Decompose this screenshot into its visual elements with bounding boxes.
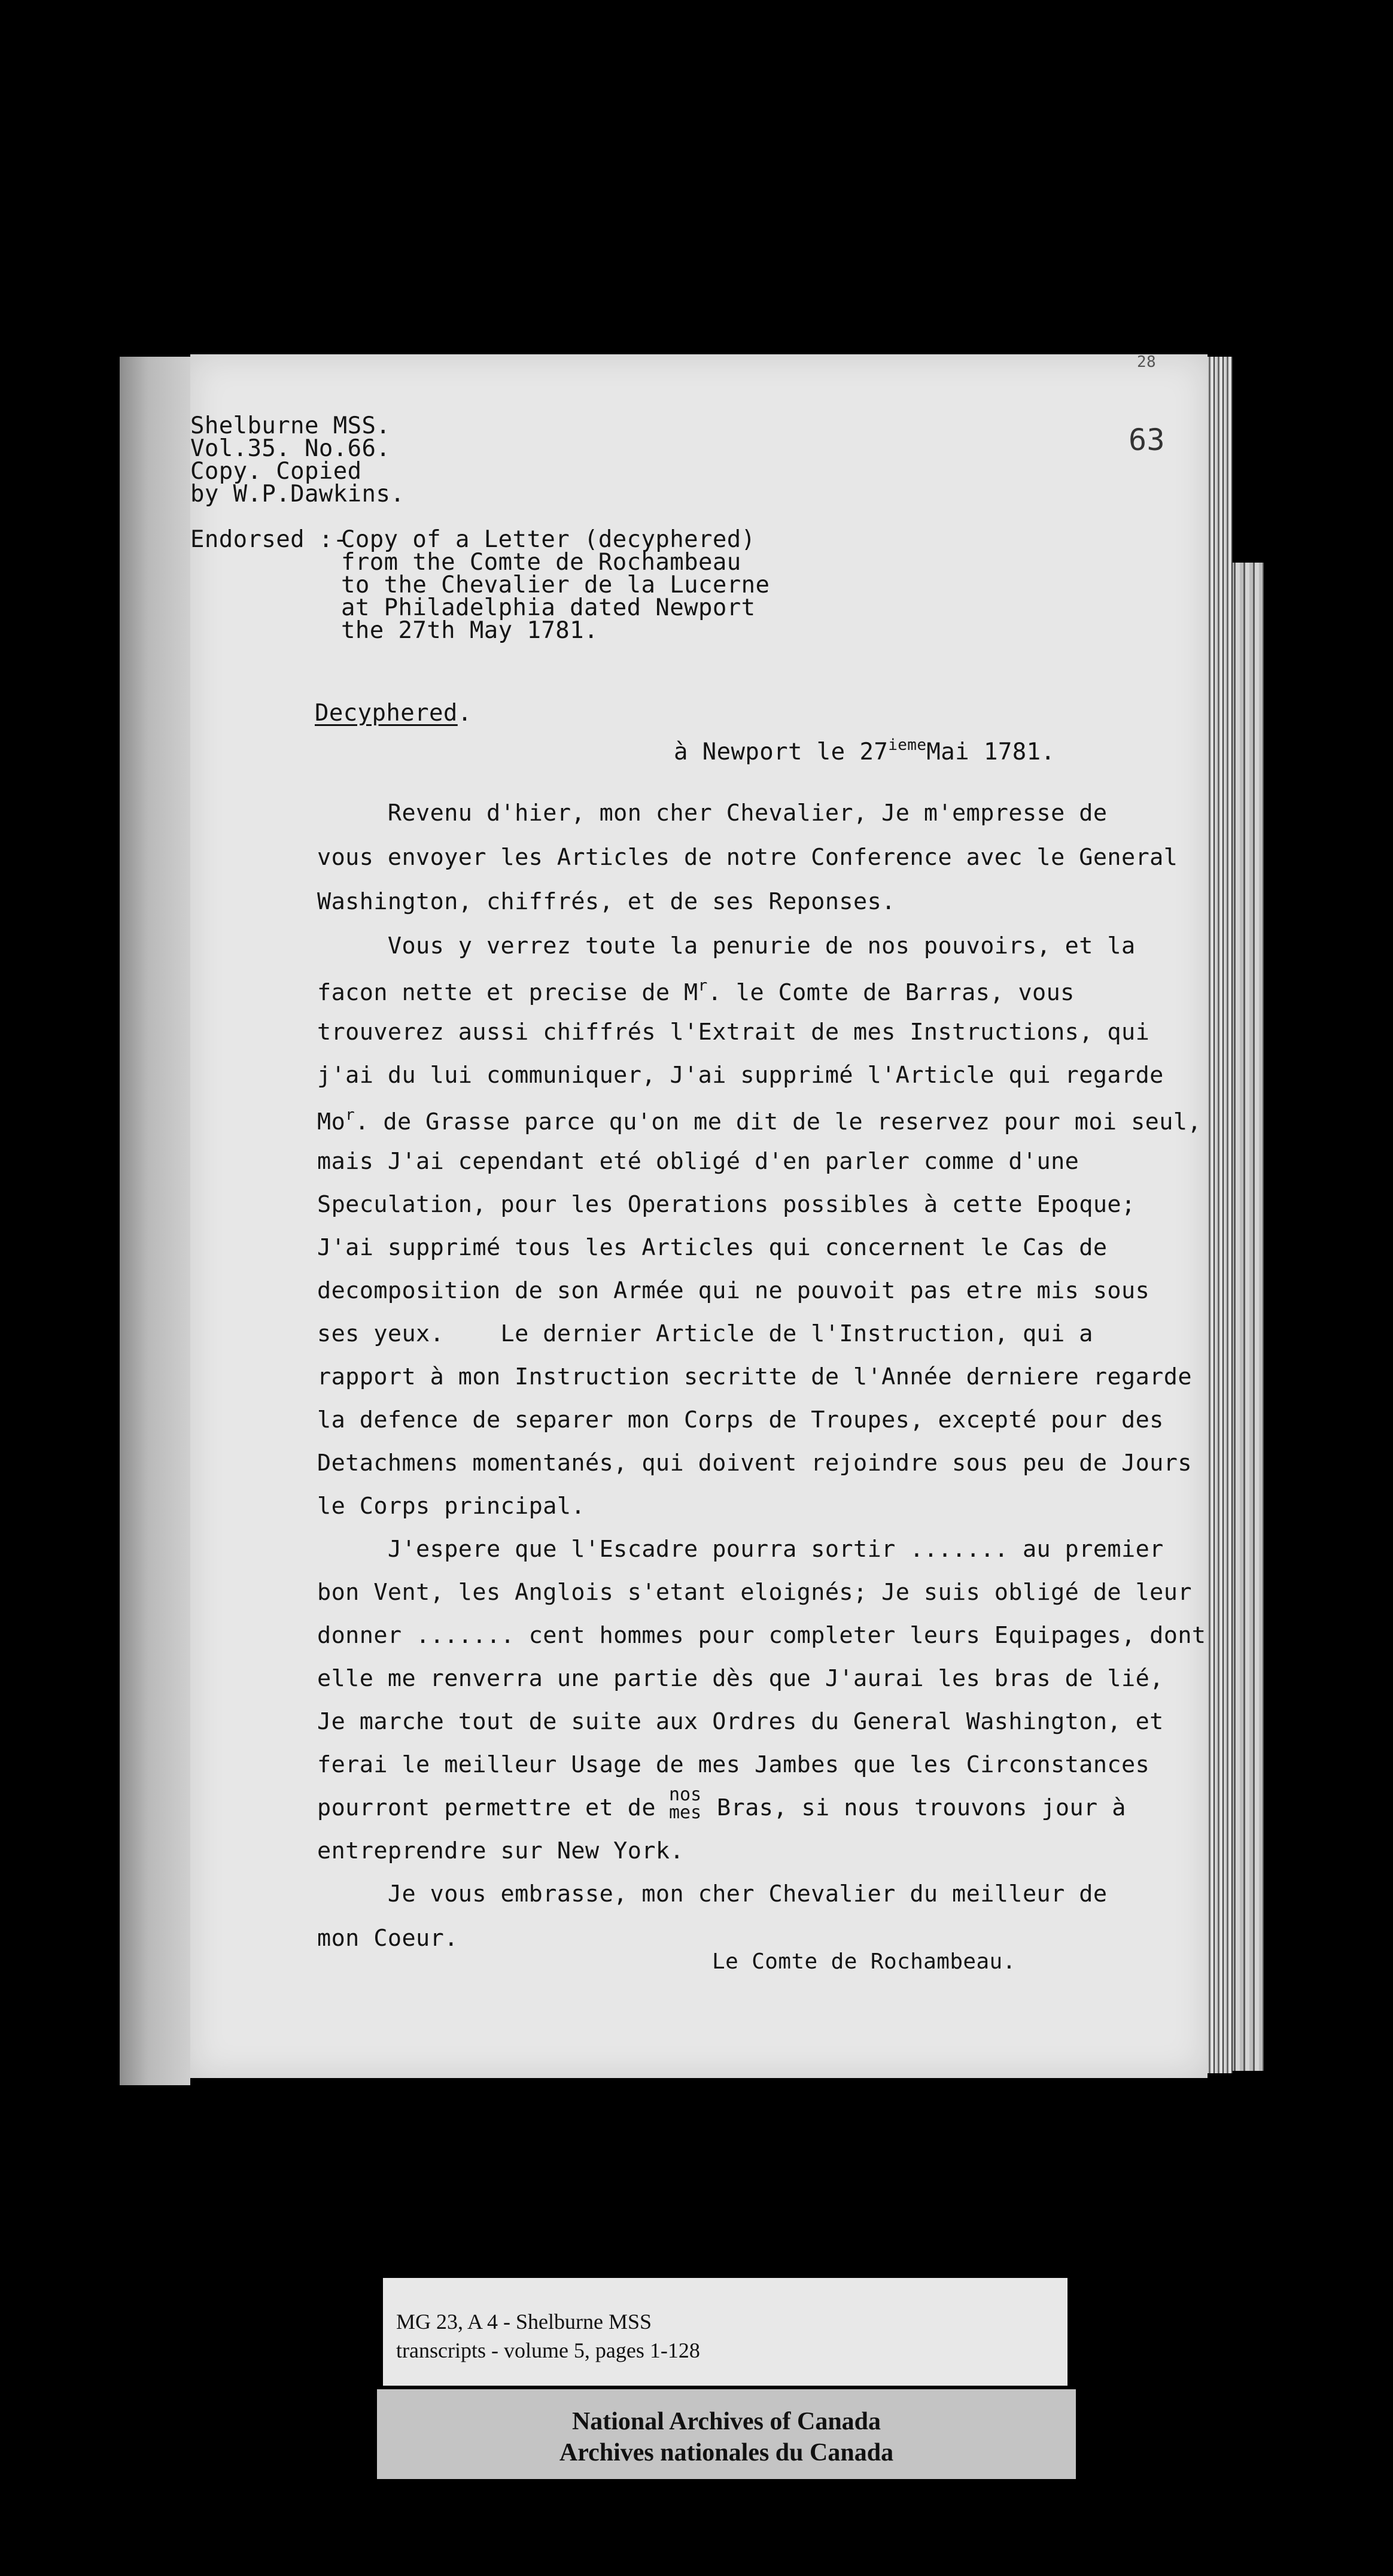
body-line-26: Je vous embrasse, mon cher Chevalier du meilleur de [317, 1881, 1108, 1907]
heading-text: Decyphered [315, 700, 458, 727]
corner-mark: 28 [1137, 353, 1157, 371]
body-line-8-pre: Mo [317, 1108, 346, 1135]
institution-line-1: National Archives of Canada [571, 2408, 881, 2435]
nos-mes-stack [669, 1786, 701, 1822]
body-line-6: trouverez aussi chiffrés l'Extrait de mes Instructions, qui [317, 1019, 1150, 1046]
body-line-14: rapport à mon Instruction secritte de l'Année derniere regarde [317, 1363, 1192, 1390]
endorsed-line-5: the 27th May 1781. [341, 617, 598, 644]
body-line-1: Revenu d'hier, mon cher Chevalier, Je m'empresse de [317, 800, 1108, 827]
body-line-8-sup: r [345, 1106, 355, 1124]
endorsed-line-4: at Philadelphia dated Newport [341, 594, 756, 621]
archive-ref-line-1: MG 23, A 4 - Shelburne MSS [396, 2310, 652, 2334]
body-line-17: le Corps principal. [317, 1493, 586, 1520]
dateline-post: Mai 1781. [926, 739, 1056, 765]
body-line-27: mon Coeur. [317, 1925, 458, 1952]
body-line-9: mais J'ai cependant eté obligé d'en parler comme d'une [317, 1148, 1079, 1175]
body-line-18: J'espere que l'Escadre pourra sortir ....... au premier [317, 1536, 1164, 1563]
body-line-5 [317, 978, 1075, 1005]
body-line-10: Speculation, pour les Operations possibles à cette Epoque; [317, 1191, 1136, 1218]
ref-line-4: by W.P.Dawkins. [190, 481, 405, 508]
ref-line-2: Vol.35. No.66. [190, 435, 391, 462]
body-line-19: bon Vent, les Anglois s'etant eloignés; Je suis obligé de leur [317, 1579, 1192, 1606]
endorsed-line-2: from the Comte de Rochambeau [341, 549, 741, 576]
signature: Le Comte de Rochambeau. [712, 1949, 1016, 1974]
body-line-12: decomposition de son Armée qui ne pouvoit pas etre mis sous [317, 1277, 1150, 1304]
body-line-8-post: . de Grasse parce qu'on me dit de le reservez pour moi seul, [355, 1108, 1202, 1135]
body-line-21: elle me renverra une partie dès que J'aurai les bras de lié, [317, 1665, 1164, 1692]
body-line-5-post: . le Comte de Barras, vous [707, 979, 1075, 1006]
nos-bottom: mes [669, 1802, 702, 1823]
body-line-24-pre: pourront permettre et de [317, 1794, 656, 1821]
ref-line-3: Copy. Copied [190, 458, 362, 485]
body-line-11: J'ai supprimé tous les Articles qui concernent le Cas de [317, 1234, 1108, 1261]
dateline [674, 737, 1055, 764]
body-line-3: Washington, chiffrés, et de ses Reponses. [317, 888, 896, 915]
left-binding-strip [120, 357, 190, 2085]
endorsed-line-1: Copy of a Letter (decyphered) [341, 526, 756, 553]
institution-line-2: Archives nationales du Canada [559, 2439, 894, 2466]
folio-number: 63 [1129, 423, 1166, 457]
body-line-23: ferai le meilleur Usage de mes Jambes que les Circonstances [317, 1751, 1150, 1778]
body-line-8 [317, 1107, 1202, 1134]
ref-line-1: Shelburne MSS. [190, 412, 391, 439]
endorsed-line-3: to the Chevalier de la Lucerne [341, 572, 770, 599]
body-line-2: vous envoyer les Articles de notre Conference avec le General [317, 844, 1178, 871]
body-line-13: ses yeux. Le dernier Article de l'Instruction, qui a [317, 1320, 1093, 1347]
dateline-sup: ieme [888, 736, 927, 754]
dateline-pre: à Newport le 27 [674, 739, 889, 765]
body-line-16: Detachmens momentanés, qui doivent rejoindre sous peu de Jours [317, 1450, 1192, 1477]
endorsed-label: Endorsed :- [190, 526, 348, 553]
body-line-5-sup: r [698, 977, 708, 995]
heading-suffix: . [457, 700, 472, 727]
letter-heading [315, 701, 472, 725]
archive-reference-label [383, 2278, 1067, 2386]
institution-label [377, 2389, 1076, 2479]
body-line-7: j'ai du lui communiquer, J'ai supprimé l'Article qui regarde [317, 1062, 1164, 1089]
body-line-24-post: Bras, si nous trouvons jour à [717, 1794, 1126, 1821]
body-line-4: Vous y verrez toute la penurie de nos pouvoirs, et la [317, 932, 1136, 959]
body-line-22: Je marche tout de suite aux Ordres du General Washington, et [317, 1708, 1164, 1735]
manuscript-page [190, 354, 1208, 2078]
body-line-20: donner ....... cent hommes pour completer leurs Equipages, dont [317, 1622, 1206, 1649]
body-line-15: la defence de separer mon Corps de Troupes, excepté pour des [317, 1407, 1164, 1433]
body-line-25: entreprendre sur New York. [317, 1837, 685, 1864]
nos-top: nos [669, 1784, 702, 1805]
archive-ref-line-2: transcripts - volume 5, pages 1-128 [396, 2338, 700, 2362]
body-line-5-pre: facon nette et precise de M [317, 979, 698, 1006]
